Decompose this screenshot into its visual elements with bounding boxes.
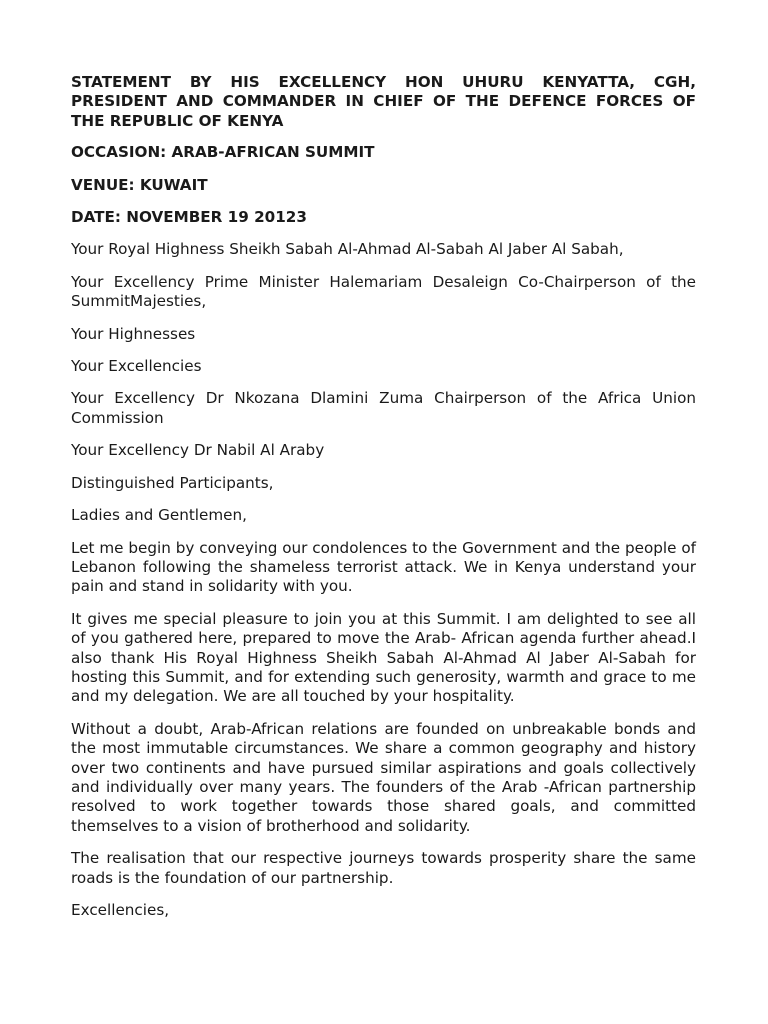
salutation-excellencies: Your Excellencies [71,357,202,376]
occasion-heading: OCCASION: ARAB-AFRICAN SUMMIT [71,143,375,162]
document-page [71,73,696,933]
paragraph-pleasure: It gives me special pleasure to join you at this Summit. I am delighted to see all of you gathered here, prepared to move the Arab- African agenda further ahead.I also thank His Royal Highness Sheikh Sabah Al-Ahmad Al Jaber Al-Sabah for hosting this Summit, and for extending such generosity, warmth and grace to me and my delegation. We are all touched by your hospitality. [71,609,696,706]
statement-title: STATEMENT BY HIS EXCELLENCY HON UHURU KENYATTA, CGH, PRESIDENT AND COMMANDER IN CHIEF OF THE DEFENCE FORCES OF THE REPUBLIC OF KENYA [71,73,696,130]
salutation-ladies-gentlemen: Ladies and Gentlemen, [71,506,247,525]
salutation-excellencies-closing: Excellencies, [71,901,170,919]
venue-heading: VENUE: KUWAIT [71,175,208,194]
paragraph-realisation: The realisation that our respective journeys towards prosperity share the same roads is the foundation of our partnership. [71,849,696,887]
paragraph-relations: Without a doubt, Arab-African relations are founded on unbreakable bonds and the most immutable circumstances. We share a common geography and history over two continents and have pursued similar aspirations and goals collectively and individually over many years. The founders of the Arab -African partnership resolved to work together towards those shared goals, and committed themselves to a vision of brotherhood and solidarity. [71,719,696,835]
date-heading: DATE: NOVEMBER 19 20123 [71,208,307,227]
salutation-au-chairperson: Your Excellency Dr Nkozana Dlamini Zuma Chairperson of the Africa Union Commission [71,389,696,427]
salutation-royal-highness: Your Royal Highness Sheikh Sabah Al-Ahmad Al-Sabah Al Jaber Al Sabah, [71,240,624,259]
salutation-nabil-al-araby: Your Excellency Dr Nabil Al Araby [71,441,325,460]
salutation-prime-minister: Your Excellency Prime Minister Halemariam Desaleign Co-Chairperson of the SummitMajesties, [71,272,696,311]
salutation-highnesses: Your Highnesses [71,324,196,343]
paragraph-condolences: Let me begin by conveying our condolences to the Government and the people of Lebanon following the shameless terrorist attack. We in Kenya understand your pain and stand in solidarity with you. [71,538,696,596]
salutation-participants: Distinguished Participants, [71,473,274,492]
